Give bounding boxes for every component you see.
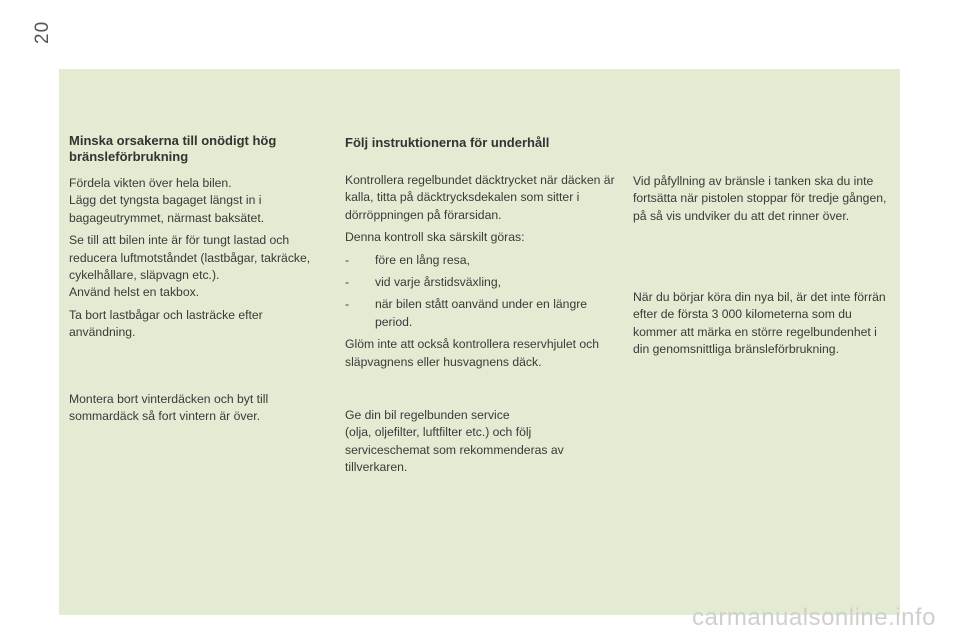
list-item: - när bilen stått oanvänd under en längre period. xyxy=(345,297,588,329)
left-para-2b: Använd helst en takbox. xyxy=(69,285,200,300)
section-heading-fuel: Minska orsakerna till onödigt hög bränsleförbrukning xyxy=(69,133,277,164)
list-item-text: vid varje årstidsväxling, xyxy=(375,275,501,290)
left-para-4: Montera bort vinterdäcken och byt till sommardäck så fort vintern är över. xyxy=(69,392,269,424)
middle-para-4b: (olja, oljefilter, luftfilter etc.) och följ serviceschemat som rekommenderas av tillverkaren. xyxy=(345,425,564,475)
right-column-bottom xyxy=(633,289,888,359)
right-column xyxy=(633,173,895,225)
list-item-text: före en lång resa, xyxy=(375,252,470,267)
page-number: 20 xyxy=(32,20,53,44)
watermark: carmanualsonline.info xyxy=(692,604,936,631)
list-item-text: när bilen stått oanvänd under en längre period. xyxy=(375,297,588,329)
middle-column xyxy=(345,135,615,371)
check-list xyxy=(345,252,615,332)
list-item: - före en lång resa, xyxy=(345,252,470,267)
right-para-2: När du börjar köra din nya bil, är det inte förrän efter de första 3 000 kilometerna som du kommer att märka en större regelbundenhet i din genomsnittliga bränsleförbrukning. xyxy=(633,290,886,357)
list-item: - vid varje årstidsväxling, xyxy=(345,275,501,290)
left-para-1b: Lägg det tyngsta bagaget längst in i bagageutrymmet, närmast baksätet. xyxy=(69,193,265,225)
right-para-1: Vid påfyllning av bränsle i tanken ska du inte fortsätta när pistolen stoppar för tredje gången, på så vis undviker du att det rinner över. xyxy=(633,174,887,223)
left-para-2a: Se till att bilen inte är för tungt lastad och reducera luftmotståndet (lastbågar, takräcke, cykelhållare, släpvagn etc.). xyxy=(69,233,311,283)
left-column-bottom xyxy=(69,391,309,426)
middle-para-4a: Ge din bil regelbunden service xyxy=(345,408,510,422)
middle-column-bottom xyxy=(345,407,600,477)
content-panel xyxy=(59,69,900,615)
left-para-1a: Fördela vikten över hela bilen. xyxy=(69,176,232,190)
middle-para-2: Denna kontroll ska särskilt göras: xyxy=(345,230,525,245)
section-heading-maintenance: Följ instruktionerna för underhåll xyxy=(345,135,550,150)
middle-para-3: Glöm inte att också kontrollera reservhjulet och släpvagnens eller husvagnens däck. xyxy=(345,337,600,369)
left-para-3: Ta bort lastbågar och lasträcke efter användning. xyxy=(69,307,263,340)
middle-para-1: Kontrollera regelbundet däcktrycket när däcken är kalla, titta på däcktrycksdekalen som sitter i dörröppningen på förarsidan. xyxy=(345,173,615,222)
left-column xyxy=(69,133,319,342)
